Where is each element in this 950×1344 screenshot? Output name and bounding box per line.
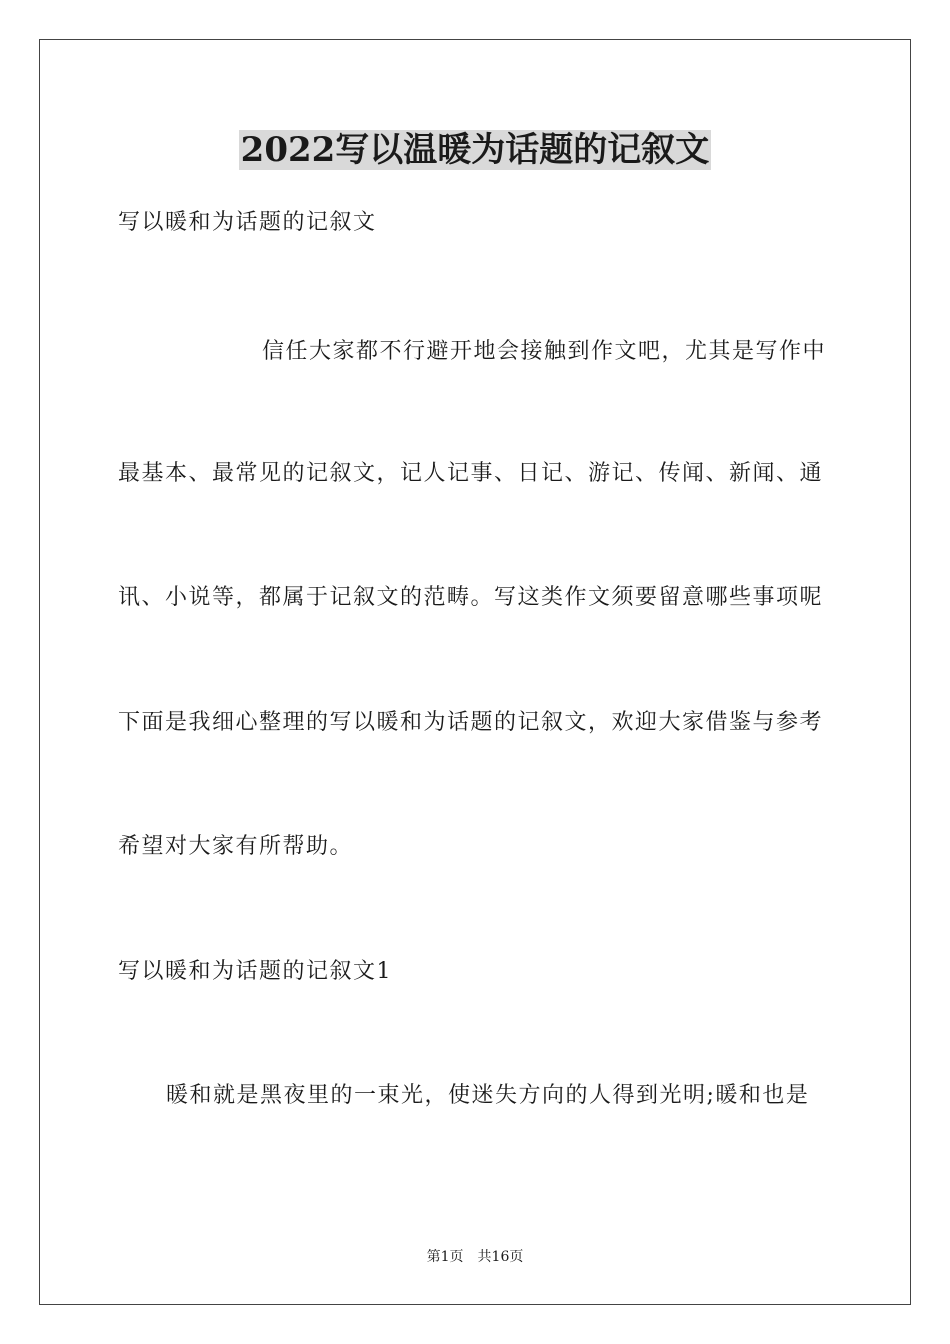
section-heading: 写以暖和为话题的记叙文1 xyxy=(118,959,392,984)
paragraph-line: 最基本、最常见的记叙文，记人记事、日记、游记、传闻、新闻、通 xyxy=(118,461,824,486)
paragraph-line: 希望对大家有所帮助。 xyxy=(118,834,354,859)
paragraph-line: 下面是我细心整理的写以暖和为话题的记叙文，欢迎大家借鉴与参考 xyxy=(118,710,824,735)
paragraph-line: 暖和就是黑夜里的一束光，使迷失方向的人得到光明;暖和也是 xyxy=(166,1083,810,1108)
subtitle: 写以暖和为话题的记叙文 xyxy=(118,210,377,235)
paragraph-line: 讯、小说等，都属于记叙文的范畴。写这类作文须要留意哪些事项呢 xyxy=(118,585,824,610)
document-title-text: 2022写以温暖为话题的记叙文 xyxy=(240,130,710,170)
document-title xyxy=(0,128,950,172)
page-footer: 第1页 共16页 xyxy=(426,1249,524,1265)
paragraph-line: 信任大家都不行避开地会接触到作文吧，尤其是写作中 xyxy=(262,339,827,364)
